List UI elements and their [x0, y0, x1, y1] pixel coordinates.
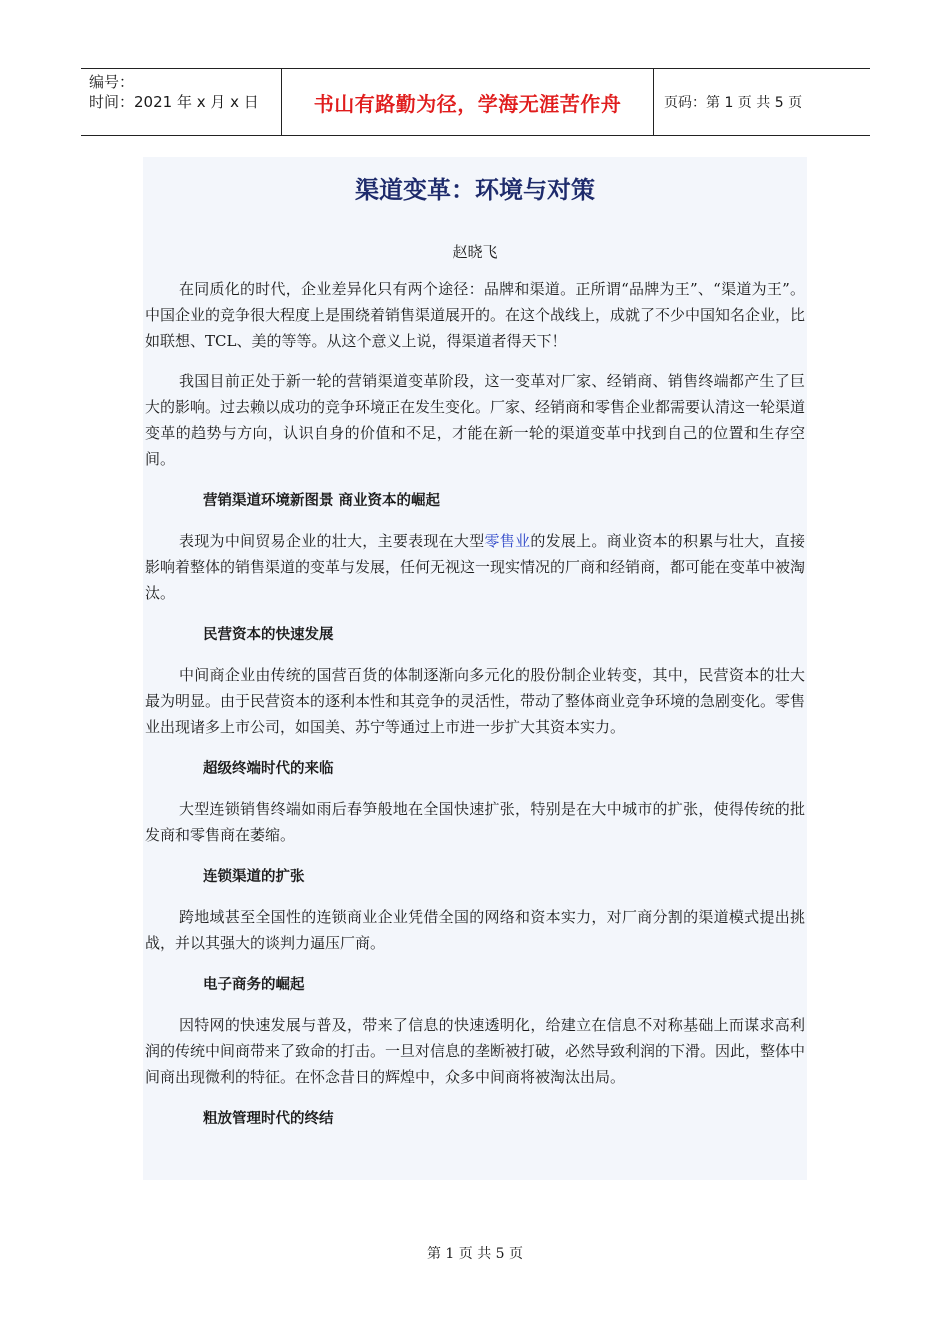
header-meta-cell: [81, 69, 282, 135]
section-heading-6: 粗放管理时代的终结: [203, 1111, 334, 1127]
motto: 书山有路勤为径，学海无涯苦作舟: [282, 69, 654, 135]
article-author: 赵晓飞: [452, 243, 498, 261]
date-label: 时间：2021 年 x 月 x 日: [89, 93, 259, 111]
section-heading-2: 民营资本的快速发展: [203, 627, 334, 643]
section-heading-4: 连锁渠道的扩张: [203, 869, 305, 885]
retail-link[interactable]: 零售业: [484, 532, 531, 550]
page-info: 页码：第 1 页 共 5 页: [664, 95, 803, 111]
paragraph-6: 跨地域甚至全国性的连锁商业企业凭借全国的网络和资本实力，对厂商分割的渠道模式提出挑战，并以其强大的谈判力逼压厂商。: [145, 908, 805, 952]
article-panel: [143, 157, 807, 1180]
paragraph-7: 因特网的快速发展与普及，带来了信息的快速透明化，给建立在信息不对称基础上而谋求高利润的传统中间商带来了致命的打击。一旦对信息的垄断被打破，必然导致利润的下滑。因此，整体中间商出现微利的特征。在怀念昔日的辉煌中，众多中间商将被淘汰出局。: [145, 1016, 806, 1086]
paragraph-3: [145, 528, 805, 606]
paragraph-2: 我国目前正处于新一轮的营销渠道变革阶段，这一变革对厂家、经销商、销售终端都产生了巨大的影响。过去赖以成功的竞争环境正在发生变化。厂家、经销商和零售企业都需要认清这一轮渠道变革的趋势与方向，认识自身的价值和不足，才能在新一轮的渠道变革中找到自己的位置和生存空间。: [145, 372, 806, 468]
section-heading-1: 营销渠道环境新图景 商业资本的崛起: [203, 493, 441, 509]
header-table: [81, 68, 870, 136]
paragraph-1: 在同质化的时代，企业差异化只有两个途径：品牌和渠道。正所谓“品牌为王”、“渠道为王”。中国企业的竞争很大程度上是围绕着销售渠道展开的。在这个战线上，成就了不少中国知名企业，比如联想、TCL、美的等等。从这个意义上说，得渠道者得天下！: [145, 280, 806, 350]
paragraph-5: 大型连锁销售终端如雨后春笋般地在全国快速扩张，特别是在大中城市的扩张，使得传统的批发商和零售商在萎缩。: [145, 800, 805, 844]
number-label: 编号：: [89, 73, 135, 91]
paragraph-4: 中间商企业由传统的国营百货的体制逐渐向多元化的股份制企业转变，其中，民营资本的壮大最为明显。由于民营资本的逐利本性和其竞争的灵活性，带动了整体商业竞争环境的急剧变化。零售业出现诸多上市公司，如国美、苏宁等通过上市进一步扩大其资本实力。: [145, 666, 806, 736]
paragraph-3-text-a: 表现为中间贸易企业的壮大，主要表现在大型: [179, 532, 485, 550]
section-heading-3: 超级终端时代的来临: [203, 761, 334, 777]
page-footer: 第 1 页 共 5 页: [426, 1246, 524, 1262]
section-heading-5: 电子商务的崛起: [203, 977, 305, 993]
article-title: 渠道变革：环境与对策: [355, 176, 595, 204]
paragraph-3-text-b: 的发展上。商业资本的积累与壮大，直接影响着整体的销售渠道的变革与发展，任何无视这一现实情况的厂商和经销商，都可能在变革中被淘汰。: [145, 532, 806, 602]
